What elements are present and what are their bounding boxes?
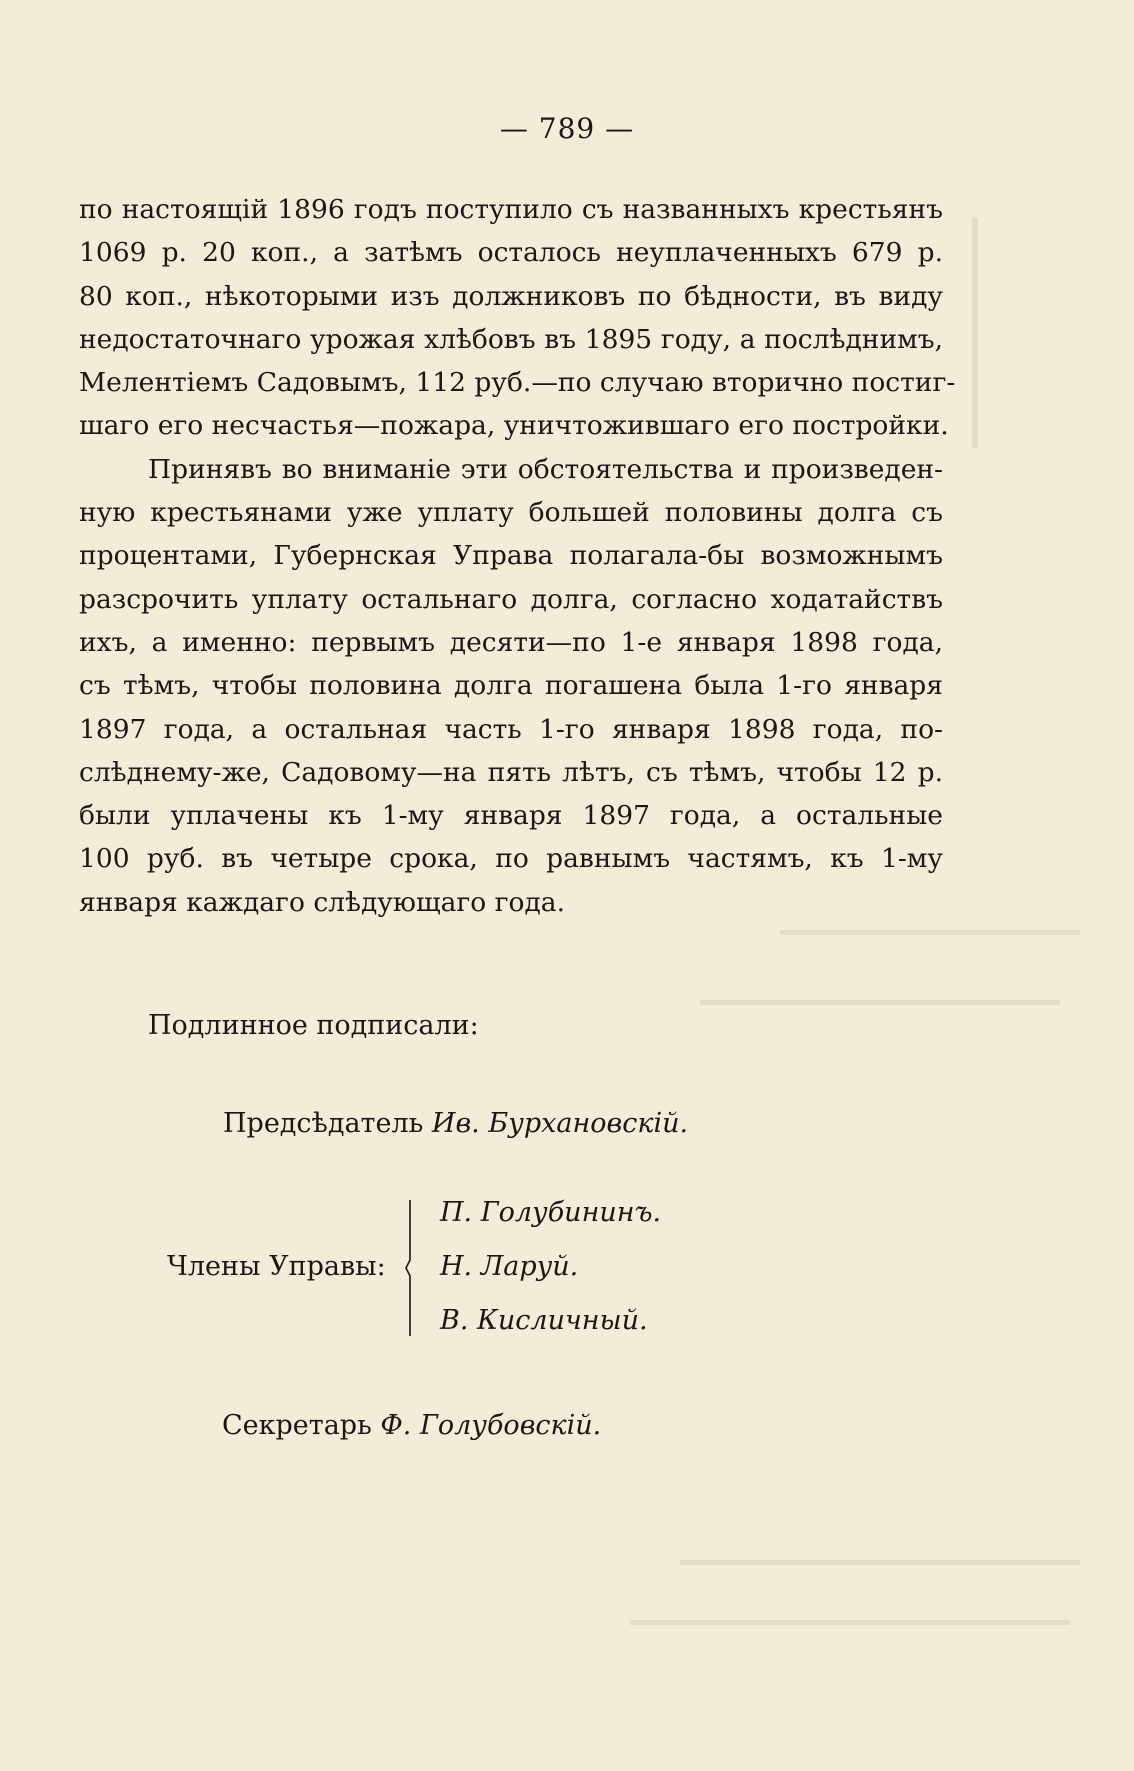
secretary-signature (222, 1410, 601, 1441)
member-name: В. Кисличный. (440, 1305, 648, 1336)
text-line: были уплачены къ 1-му января 1897 года, а остальные (79, 800, 943, 832)
text-line: 1897 года, а остальная часть 1-го января 1898 года, по- (79, 713, 943, 745)
member-name: Н. Ларуй. (440, 1251, 579, 1282)
signed-label: Подлинное подписали: (148, 1010, 479, 1041)
text-line: процентами, Губернская Управа полагала-бы возможнымъ (79, 540, 943, 572)
text-line: 1069 р. 20 коп., а затѣмъ осталось неуплаченныхъ 679 р. (79, 237, 943, 269)
text-line: недостаточнаго урожая хлѣбовъ въ 1895 году, а послѣднимъ, (79, 323, 943, 355)
text-line: ную крестьянами уже уплату большей половины долга съ (79, 497, 943, 529)
text-line: 100 руб. въ четыре срока, по равнымъ частямъ, къ 1-му (79, 843, 943, 875)
chairman-title: Предсѣдатель (223, 1108, 424, 1139)
chairman-name: Ив. Бурхановскій. (431, 1108, 689, 1139)
chairman-signature (223, 1108, 688, 1139)
members-label: Члены Управы: (167, 1251, 386, 1282)
member-name: П. Голубининъ. (440, 1197, 662, 1228)
text-line: шаго его несчастья—пожара, уничтожившаго его постройки. (79, 410, 949, 442)
page-number: — 789 — (499, 112, 635, 145)
text-line: Мелентіемъ Садовымъ, 112 руб.—по случаю вторично постиг- (79, 367, 956, 399)
text-line: Принявъ во вниманіе эти обстоятельства и произведен- (148, 453, 943, 485)
body-text (79, 188, 956, 924)
secretary-name: Ф. Голубовскій. (380, 1410, 602, 1441)
text-line: ихъ, а именно: первымъ десяти—по 1-е января 1898 года, (79, 626, 943, 658)
text-line: съ тѣмъ, чтобы половина долга погашена была 1-го января (79, 670, 943, 702)
text-line: января каждаго слѣдующаго года. (79, 886, 566, 918)
text-line: по настоящій 1896 годъ поступило съ названныхъ крестьянъ (79, 194, 943, 225)
text-line: разсрочить уплату остальнаго долга, согласно ходатайствъ (79, 583, 943, 615)
text-line: 80 коп., нѣкоторыми изъ должниковъ по бѣдности, въ виду (79, 280, 943, 312)
secretary-title: Секретарь (222, 1410, 372, 1441)
curly-brace (404, 1198, 414, 1338)
text-line: слѣднему-же, Садовому—на пять лѣтъ, съ тѣмъ, чтобы 12 р. (79, 756, 943, 788)
